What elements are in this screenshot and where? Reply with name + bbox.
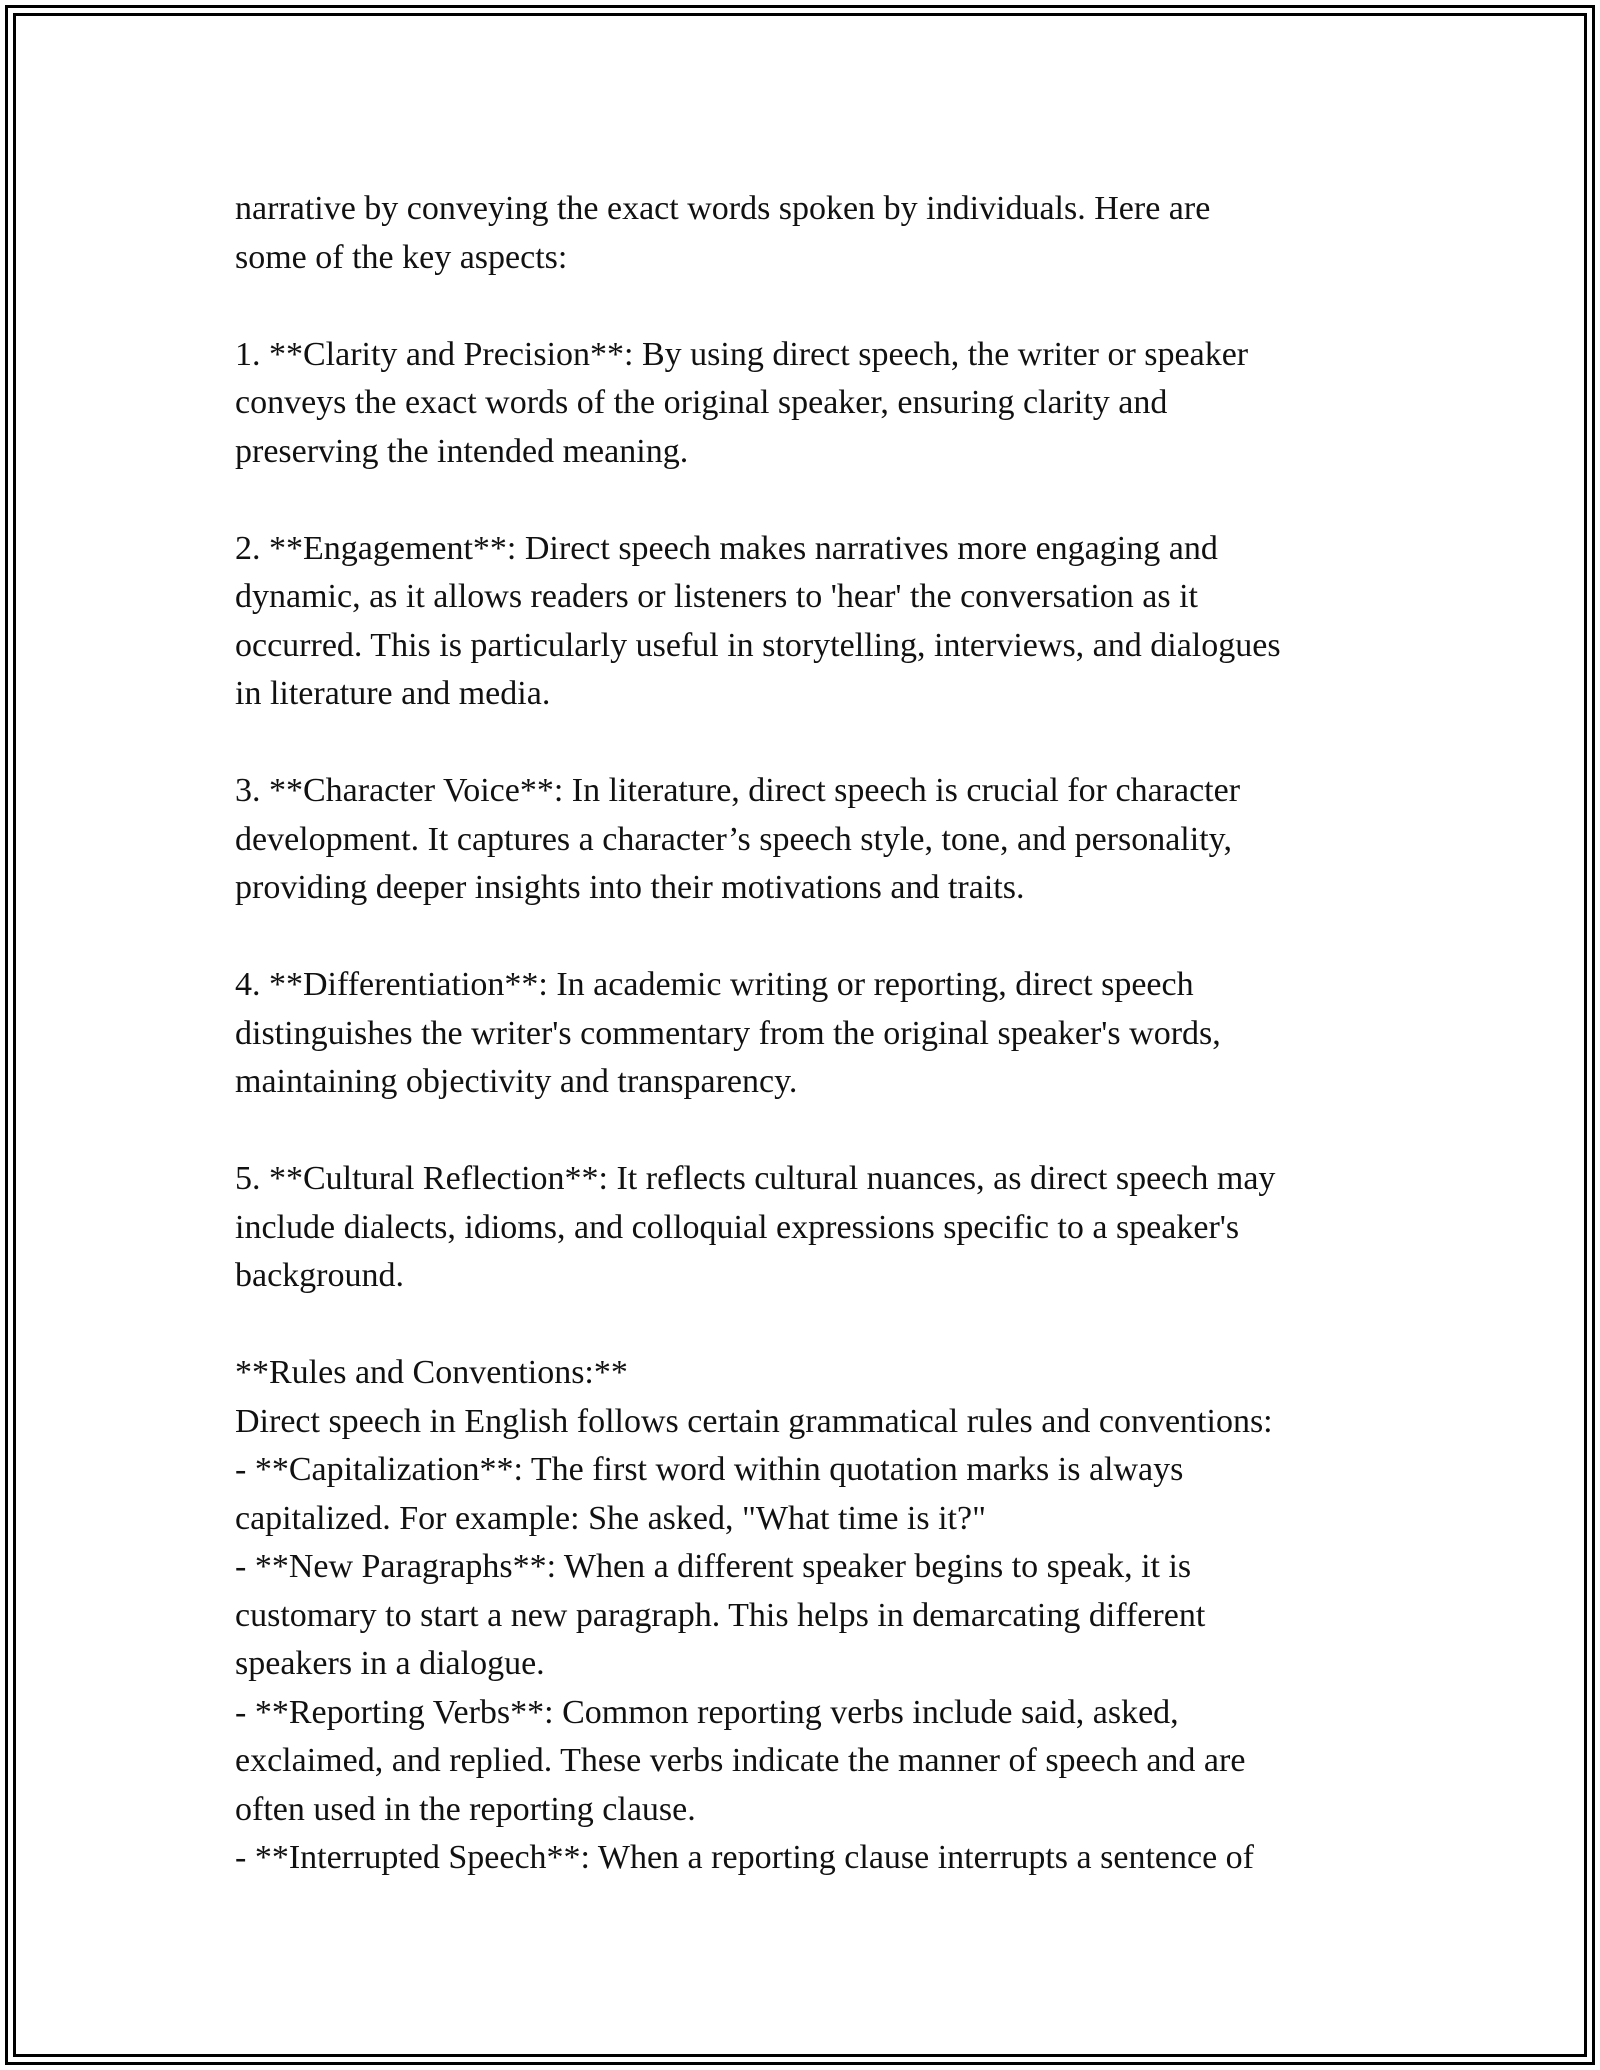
intro-paragraph: narrative by conveying the exact words spoken by individuals. Here are some of the key aspects: <box>235 190 1211 276</box>
aspect-clarity-paragraph: 1. **Clarity and Precision**: By using direct speech, the writer or speaker conveys the exact words of the original speaker, ensuring clarity and preserving the intended meaning. <box>235 335 1249 470</box>
aspect-character-voice-paragraph: 3. **Character Voice**: In literature, direct speech is crucial for character development. It captures a character’s speech style, tone, and personality, providing deeper insights into their motivations and traits. <box>235 772 1241 906</box>
rule-new-paragraphs: - **New Paragraphs**: When a different speaker begins to speak, it is customary to start a new paragraph. This helps in demarcating different speakers in a dialogue. <box>235 1548 1206 1682</box>
rule-reporting-verbs: - **Reporting Verbs**: Common reporting verbs include said, asked, exclaimed, and replied. These verbs indicate the manner of speech and are often used in the reporting clause. <box>235 1693 1246 1828</box>
rule-capitalization: - **Capitalization**: The first word within quotation marks is always capitalized. For example: She asked, "What time is it?" <box>235 1451 1184 1537</box>
rule-interrupted-speech: - **Interrupted Speech**: When a reporting clause interrupts a sentence of <box>235 1839 1254 1876</box>
aspect-differentiation-paragraph: 4. **Differentiation**: In academic writing or reporting, direct speech distinguishes the writer's commentary from the original speaker's words, maintaining objectivity and transparency. <box>235 966 1221 1100</box>
rules-heading: **Rules and Conventions:** <box>235 1354 628 1391</box>
document-body <box>235 185 1385 1883</box>
aspect-engagement-paragraph: 2. **Engagement**: Direct speech makes narratives more engaging and dynamic, as it allows readers or listeners to 'hear' the conversation as it occurred. This is particularly useful in storytelling, interviews, and dialogues in literature and media. <box>235 529 1281 712</box>
aspect-cultural-reflection-paragraph: 5. **Cultural Reflection**: It reflects cultural nuances, as direct speech may include dialects, idioms, and colloquial expressions specific to a speaker's background. <box>235 1160 1276 1294</box>
rules-intro: Direct speech in English follows certain grammatical rules and conventions: <box>235 1402 1273 1440</box>
